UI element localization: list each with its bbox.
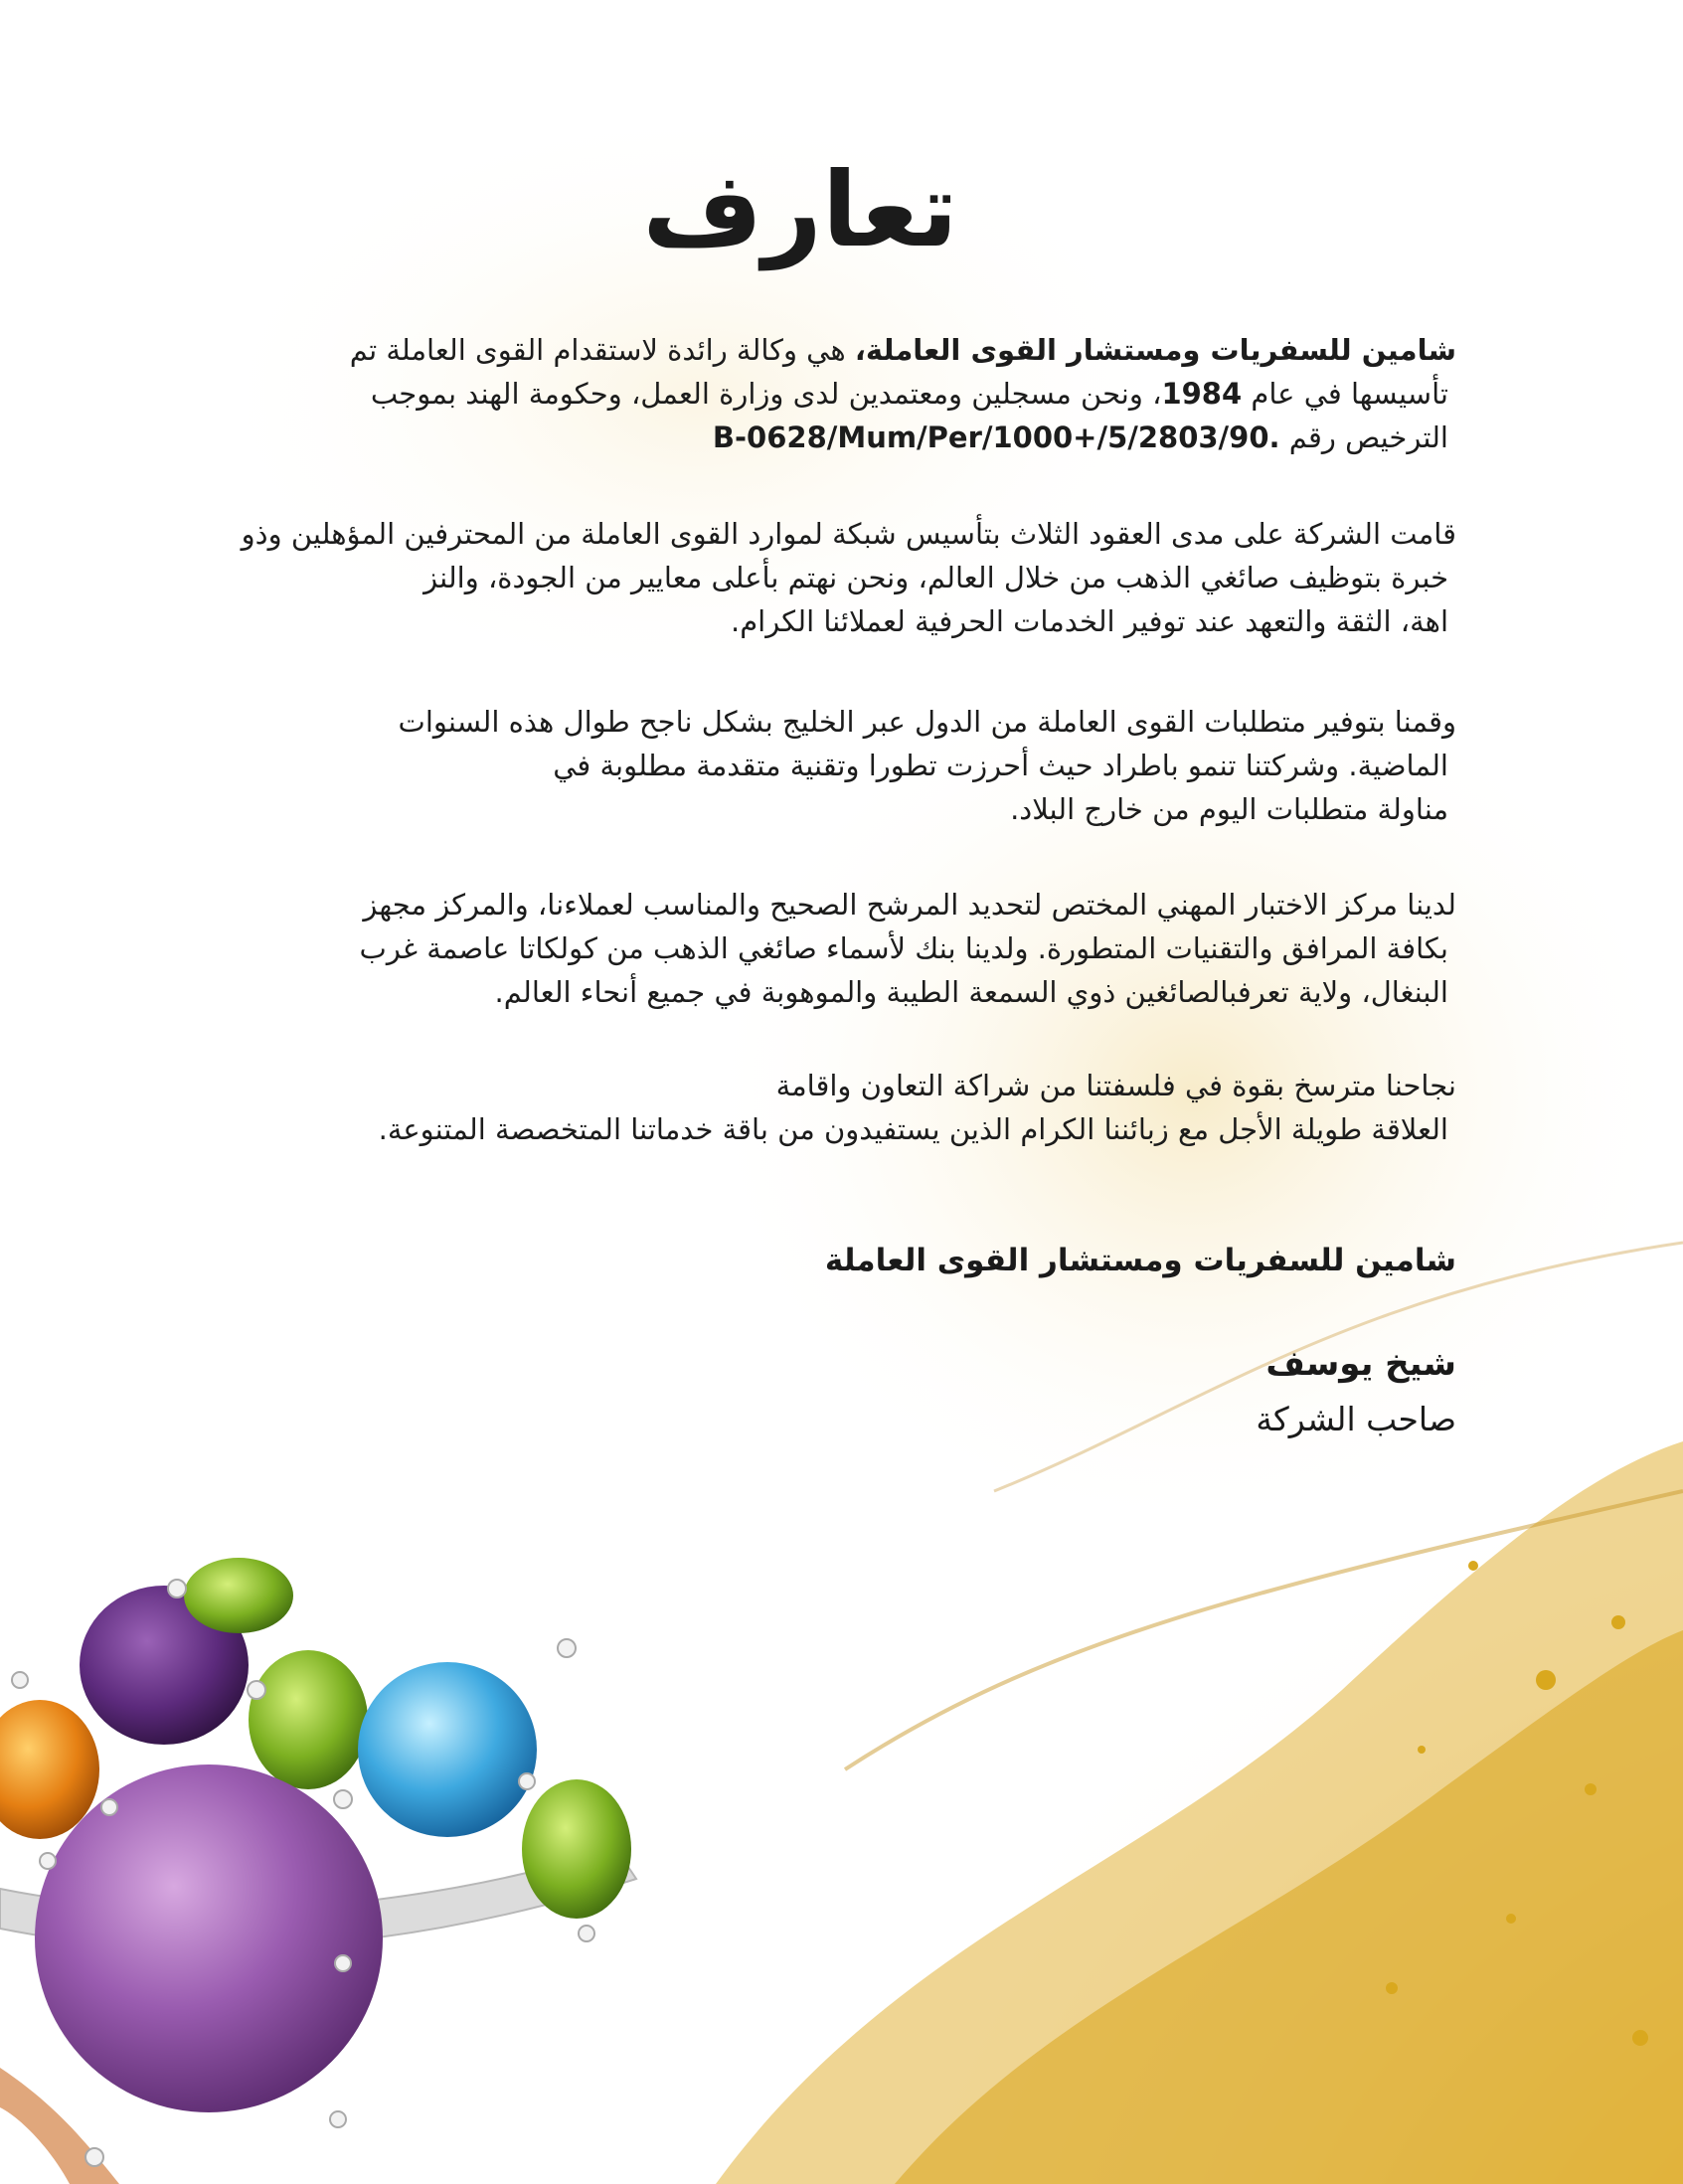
- gulf-paragraph: [399, 700, 1456, 831]
- network-line-2: خبرة بتوظيف صائغي الذهب من خلال العالم، ونحن نهتم بأعلى معايير من الجودة، والنز: [423, 561, 1448, 594]
- founding-year: 1984: [1161, 377, 1243, 411]
- intro-paragraph: [350, 328, 1456, 459]
- testing-line-2: بكافة المرافق والتقنيات المتطورة. ولدينا بنك لأسماء صائغي الذهب من كولكاتا عاصمة غرب: [359, 931, 1448, 965]
- success-line-1: نجاحنا مترسخ بقوة في فلسفتنا من شراكة التعاون واقامة: [775, 1069, 1456, 1102]
- success-paragraph: [379, 1064, 1456, 1151]
- gulf-line-1: وقمنا بتوفير متطلبات القوى العاملة من الدول عبر الخليج بشكل ناجح طوال هذه السنوات: [398, 705, 1456, 739]
- gulf-line-2: الماضية. وشركتنا تنمو باطراد حيث أحرزت تطورا وتقنية متقدمة مطلوبة في: [553, 749, 1448, 782]
- company-name-bold: شامين للسفريات ومستشار القوى العاملة،: [854, 333, 1456, 367]
- intro-line-3: الترخيص رقم B-0628/Mum/Per/1000+/5/2803/90.: [350, 416, 1456, 459]
- license-number: B-0628/Mum/Per/1000+/5/2803/90.: [712, 420, 1280, 454]
- network-line-3: اهة، الثقة والتعهد عند توفير الخدمات الحرفية لعملائنا الكرام.: [730, 604, 1448, 638]
- signature-name: شيخ يوسف: [1265, 1344, 1456, 1384]
- page-title: تعارف: [642, 149, 958, 270]
- testing-center-paragraph: [360, 883, 1456, 1014]
- testing-line-1: لدينا مركز الاختبار المهني المختص لتحديد المرشح الصحيح والمناسب لعملاءنا، والمركز مجهز: [363, 888, 1456, 922]
- gulf-line-3: مناولة متطلبات اليوم من خارج البلاد.: [1010, 792, 1448, 826]
- signature-role: صاحب الشركة: [1256, 1400, 1456, 1438]
- network-line-1: قامت الشركة على مدى العقود الثلاث بتأسيس شبكة لموارد القوى العاملة من المحترفين المؤهلين وذو: [241, 517, 1456, 551]
- intro-line-2: تأسيسها في عام 1984، ونحن مسجلين ومعتمدين لدى وزارة العمل، وحكومة الهند بموجب: [370, 377, 1448, 411]
- testing-line-3: البنغال، ولاية تعرفبالصائغين ذوي السمعة الطيبة والموهوبة في جميع أنحاء العالم.: [494, 975, 1448, 1009]
- network-paragraph: [242, 512, 1456, 643]
- success-line-2: العلاقة طويلة الأجل مع زبائننا الكرام الذين يستفيدون من باقة خدماتنا المتخصصة المتنوعة.: [378, 1112, 1448, 1146]
- gemstone-ring-image: [0, 1551, 696, 2184]
- signature-company: شامين للسفريات ومستشار القوى العاملة: [824, 1243, 1456, 1278]
- intro-line-1: شامين للسفريات ومستشار القوى العاملة، هي وكالة رائدة لاستقدام القوى العاملة تم: [349, 333, 1456, 367]
